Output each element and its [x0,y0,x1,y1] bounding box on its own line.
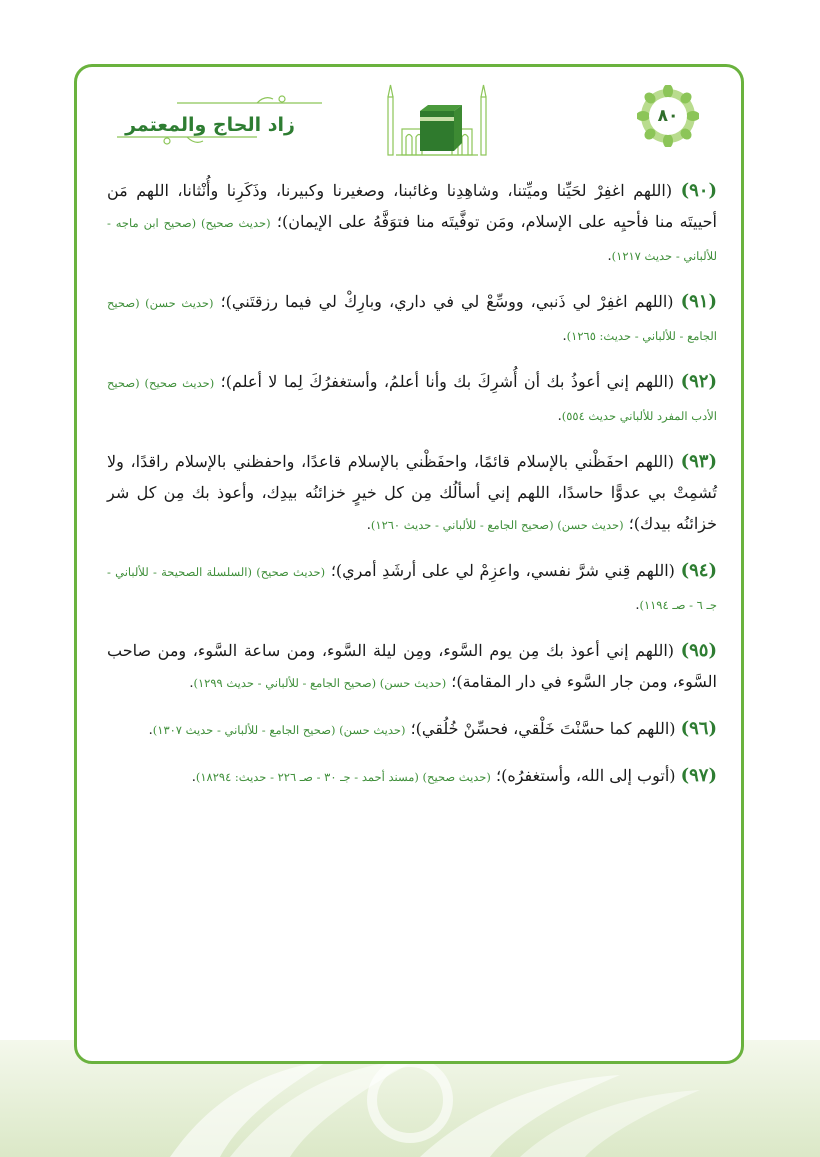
supplication-95 [107,635,717,699]
entry-text: (اللهم كما حسَّنْتَ خَلْقي، فحسِّنْ خُلُقي)؛ [405,719,681,738]
supplication-97 [107,760,717,793]
entry-reference: (حديث صحيح) (صحيح الأدب المفرد للألباني حديث ٥٥٤) [107,376,717,423]
entry-text: (أتوب إلى الله، وأستغفرُه)؛ [490,766,681,785]
supplication-94 [107,555,717,621]
supplication-90 [107,175,717,272]
entry-number: (٩٦) [680,718,717,739]
entry-end: . [191,770,196,785]
entry-number: (٩٢) [680,371,717,392]
entry-reference: (حديث حسن) (صحيح الجامع - للألباني - حديث ١٣٠٧) [152,723,406,737]
supplication-93 [107,446,717,541]
entry-text: (اللهم قِني شرَّ نفسي، واعزِمْ لي على أرشَدِ أمري)؛ [325,561,681,580]
entry-reference: (حديث صحيح) (صحيح ابن ماجه - للألباني - حديث ١٢١٧) [107,216,717,263]
entry-text: (اللهم اغفِرْ لي ذَنبي، ووسِّعْ لي في داري، وبارِكْ لي فيما رزقتَني)؛ [213,292,681,311]
page-frame [74,64,744,1064]
entry-end: . [366,518,371,533]
entry-end: . [557,409,562,424]
entry-reference: (حديث صحيح) (مسند أحمد - جـ ٣٠ - صـ ٢٢٦ - حديث: ١٨٢٩٤) [195,770,491,784]
page-number-badge [637,85,699,147]
supplication-91 [107,286,717,352]
entry-text: (اللهم احفَظْني بالإسلام قائمًا، واحفَظْني بالإسلام قاعدًا، واحفظني بالإسلام راقدًا، ولا تُشمِتْ بي عدوًّا حاسدًا، اللهم إني أسألُك مِن كل خيرٍ خزائنُه بيدِك، وأعوذ بك مِن كل شر خزائنُه بيدك)؛ [107,452,717,533]
supplication-96 [107,713,717,746]
entry-end: . [562,329,567,344]
entry-end: . [189,676,194,691]
entry-number: (٩٣) [680,451,717,472]
page-number: ٨٠ [657,106,679,126]
entry-reference: (حديث حسن) (صحيح الجامع - للألباني - حديث ١٢٩٩) [193,676,447,690]
page-header [77,67,747,167]
entry-end: . [148,723,153,738]
entry-number: (٩٠) [680,180,717,201]
entry-number: (٩٤) [680,560,717,581]
kaaba-illustration-icon [382,77,492,159]
entry-reference: (حديث حسن) (صحيح الجامع - للألباني - حديث ١٢٦٠) [370,518,624,532]
entry-reference: (حديث صحيح) (السلسلة الصحيحة - للألباني - جـ ٦ - صـ ١١٩٤) [107,565,717,612]
supplication-92 [107,366,717,432]
entry-text: (اللهم إني أعوذ بك مِن يوم السَّوء، ومِن ليلة السَّوء، ومن ساعة السَّوء، ومن صاحب السَّوء، ومن جار السَّوء في دار المقامة)؛ [107,641,717,691]
book-title: زاد الحاج والمعتمر [125,114,295,136]
entry-text: (اللهم إني أعوذُ بك أن أُشرِكَ بك وأنا أعلمُ، وأستغفرُكَ لِما لا أعلم)؛ [214,372,681,391]
entry-text: (اللهم اغفِرْ لحَيِّنا وميِّتنا، وشاهِدِنا وغائبنا، وصغيرنا وكبيرنا، وذَكَرِنا وأُنْثانا، اللهم مَن أحييتَه منا فأحيِه على الإسلام، ومَن توفَّيتَه منا فتوَفَّهُ على الإيمان)؛ [107,181,718,231]
entry-end: . [635,598,640,613]
entry-end: . [607,249,612,264]
entry-number: (٩٥) [680,640,717,661]
entry-number: (٩٧) [680,765,717,786]
supplications-list [107,175,717,807]
entry-reference: (حديث حسن) (صحيح الجامع - للألباني - حديث: ١٢٦٥) [107,296,717,343]
entry-number: (٩١) [680,291,717,312]
